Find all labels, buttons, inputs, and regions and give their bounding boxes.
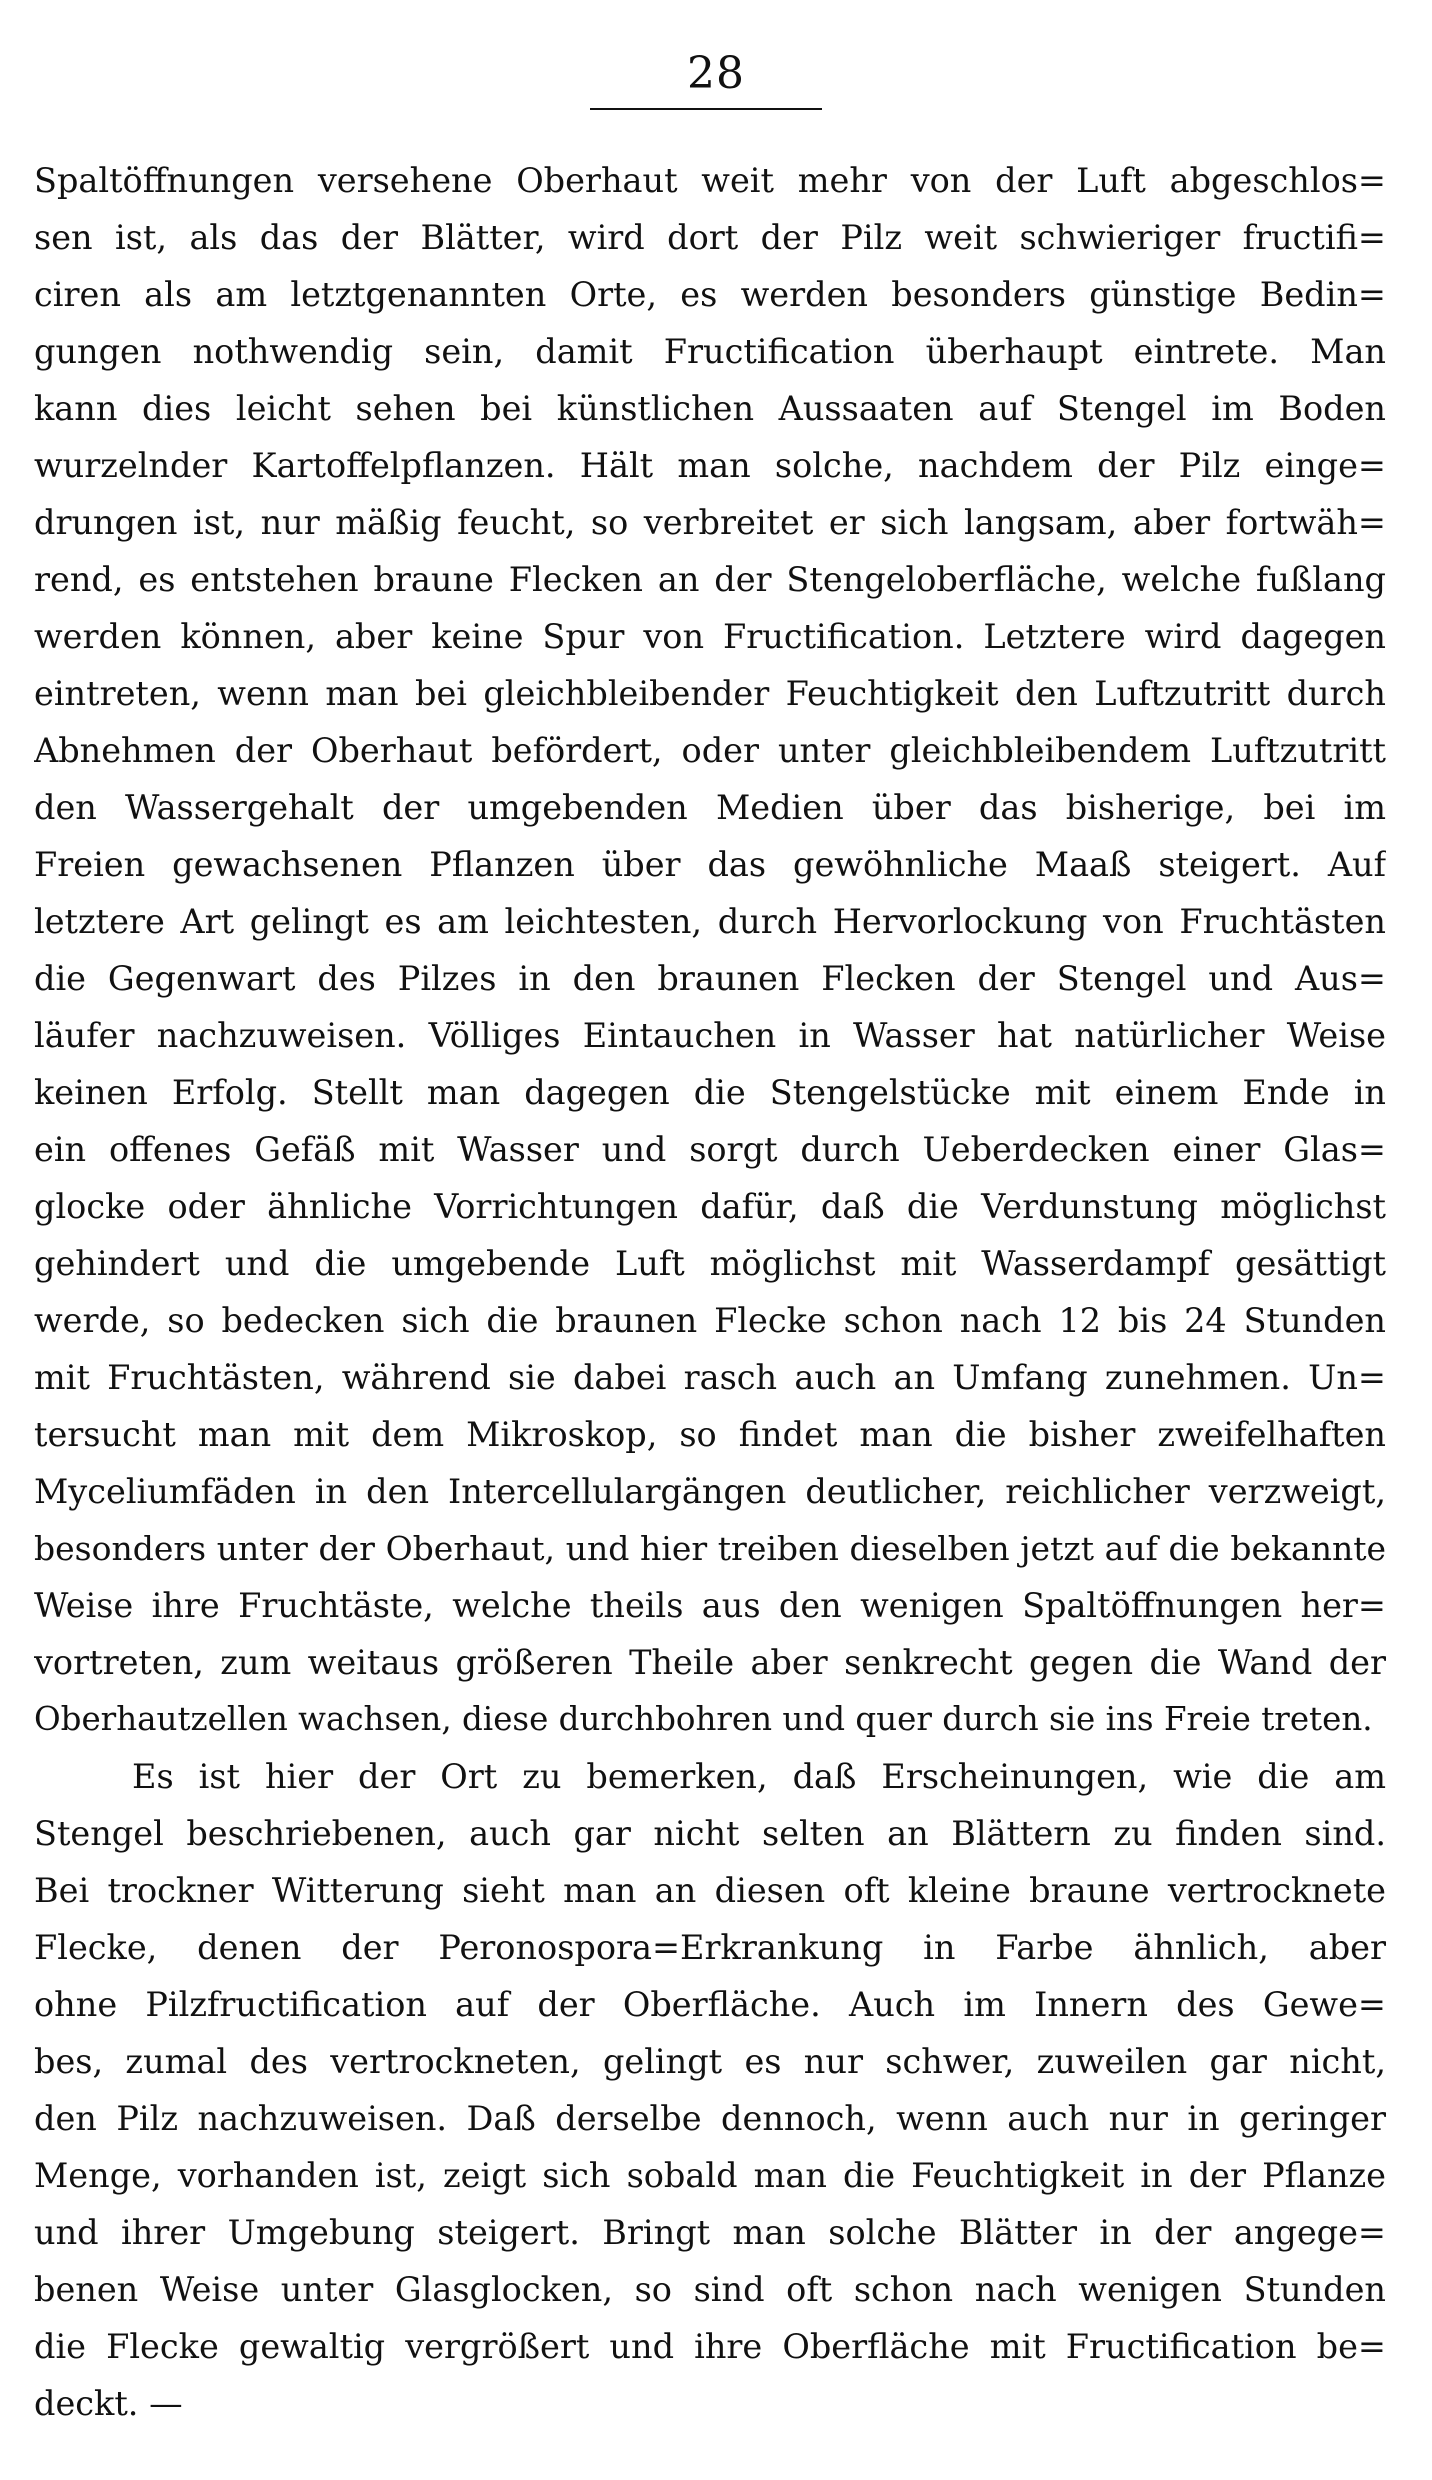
text-line: Spaltöffnungen versehene Oberhaut weit mehr von der Luft abgeschlos= [34,161,1386,200]
text-line: Myceliumfäden in den Intercellulargängen deutlicher, reichlicher verzweigt, [34,1472,1386,1511]
text-line: Es ist hier der Ort zu bemerken, daß Erscheinungen, wie die am [132,1757,1386,1796]
body-text [34,152,1386,2432]
text-line: letztere Art gelingt es am leichtesten, durch Hervorlockung von Fruchtästen [34,902,1386,941]
text-line: werden können, aber keine Spur von Fructification. Letztere wird dagegen [34,617,1386,656]
text-line: den Wassergehalt der umgebenden Medien über das bisherige, bei im [34,788,1386,827]
text-line: ciren als am letztgenannten Orte, es werden besonders günstige Bedin= [34,275,1386,314]
text-line: gehindert und die umgebende Luft möglichst mit Wasserdampf gesättigt [34,1244,1386,1283]
text-line: werde, so bedecken sich die braunen Flecke schon nach 12 bis 24 Stunden [34,1301,1386,1340]
paragraph-1 [34,152,1386,1748]
text-line: vortreten, zum weitaus größeren Theile aber senkrecht gegen die Wand der [34,1643,1386,1682]
text-line: kann dies leicht sehen bei künstlichen Aussaaten auf Stengel im Boden [34,389,1386,428]
text-line: die Flecke gewaltig vergrößert und ihre Oberfläche mit Fructification be= [34,2327,1386,2366]
text-line: rend, es entstehen braune Flecken an der Stengeloberfläche, welche fußlang [34,560,1386,599]
text-line: deckt. — [34,2384,183,2423]
text-line: Weise ihre Fruchtäste, welche theils aus den wenigen Spaltöffnungen her= [34,1586,1386,1625]
text-line: tersucht man mit dem Mikroskop, so findet man die bisher zweifelhaften [34,1415,1386,1454]
text-line: wurzelnder Kartoffelpflanzen. Hält man solche, nachdem der Pilz einge= [34,446,1386,485]
text-line: ohne Pilzfructification auf der Oberfläche. Auch im Innern des Gewe= [34,1985,1386,2024]
text-line: bes, zumal des vertrockneten, gelingt es nur schwer, zuweilen gar nicht, [34,2042,1386,2081]
text-line: Freien gewachsenen Pflanzen über das gewöhnliche Maaß steigert. Auf [34,845,1386,884]
text-line: glocke oder ähnliche Vorrichtungen dafür, daß die Verdunstung möglichst [34,1187,1386,1226]
text-line: Stengel beschriebenen, auch gar nicht selten an Blättern zu finden sind. [34,1814,1386,1853]
text-line: benen Weise unter Glasglocken, so sind oft schon nach wenigen Stunden [34,2270,1386,2309]
text-line: drungen ist, nur mäßig feucht, so verbreitet er sich langsam, aber fortwäh= [34,503,1386,542]
text-line: den Pilz nachzuweisen. Daß derselbe dennoch, wenn auch nur in geringer [34,2099,1386,2138]
text-line: sen ist, als das der Blätter, wird dort der Pilz weit schwieriger fructifi= [34,218,1386,257]
text-line: Flecke, denen der Peronospora=Erkrankung in Farbe ähnlich, aber [34,1928,1386,1967]
page-number: 28 [687,48,745,99]
text-line: Bei trockner Witterung sieht man an diesen oft kleine braune vertrocknete [34,1871,1386,1910]
paragraph-2 [34,1748,1386,2432]
text-line: eintreten, wenn man bei gleichbleibender Feuchtigkeit den Luftzutritt durch [34,674,1386,713]
text-line: die Gegenwart des Pilzes in den braunen Flecken der Stengel und Aus= [34,959,1386,998]
header-rule [590,108,822,110]
text-line: ein offenes Gefäß mit Wasser und sorgt durch Ueberdecken einer Glas= [34,1130,1386,1169]
text-line: und ihrer Umgebung steigert. Bringt man solche Blätter in der angege= [34,2213,1386,2252]
text-line: gungen nothwendig sein, damit Fructification überhaupt eintrete. Man [34,332,1386,371]
text-line: keinen Erfolg. Stellt man dagegen die Stengelstücke mit einem Ende in [34,1073,1386,1112]
text-line: läufer nachzuweisen. Völliges Eintauchen in Wasser hat natürlicher Weise [34,1016,1386,1055]
text-line: Abnehmen der Oberhaut befördert, oder unter gleichbleibendem Luftzutritt [34,731,1386,770]
text-line: besonders unter der Oberhaut, und hier treiben dieselben jetzt auf die bekannte [34,1529,1386,1568]
text-line: Menge, vorhanden ist, zeigt sich sobald man die Feuchtigkeit in der Pflanze [34,2156,1386,2195]
text-line: Oberhautzellen wachsen, diese durchbohren und quer durch sie ins Freie treten. [34,1700,1373,1738]
text-line: mit Fruchtästen, während sie dabei rasch auch an Umfang zunehmen. Un= [34,1358,1386,1397]
